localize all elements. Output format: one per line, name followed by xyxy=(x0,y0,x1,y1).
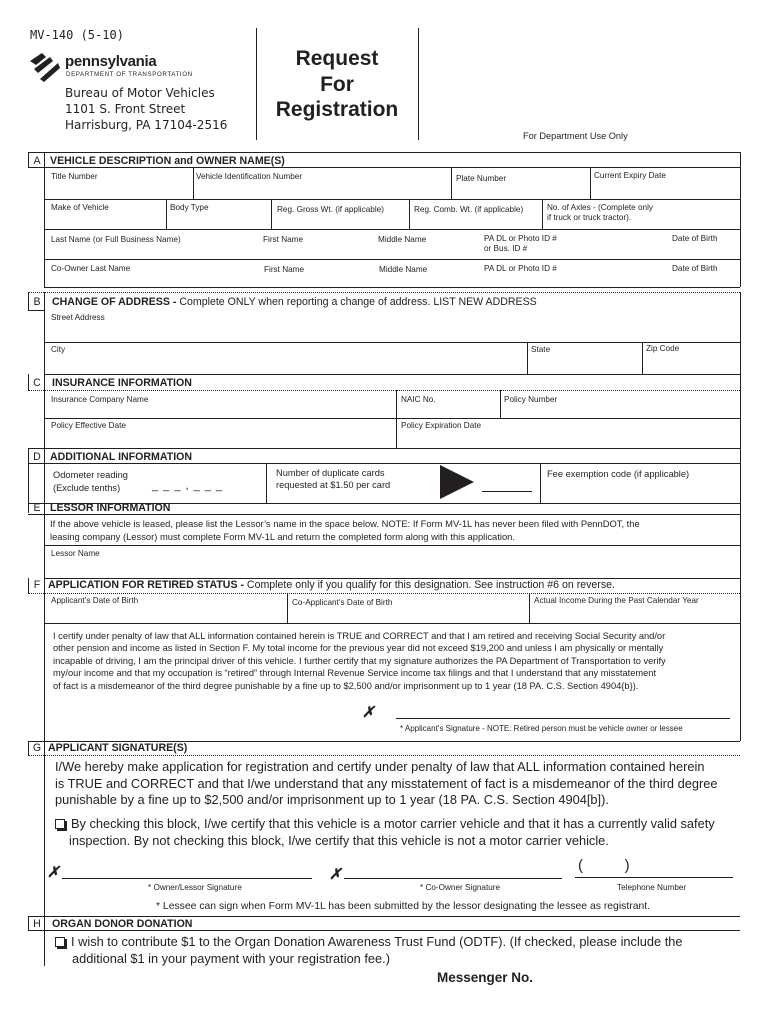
dept-use-label: For Department Use Only xyxy=(523,131,628,141)
address-line-3: Harrisburg, PA 17104-2516 xyxy=(65,118,228,132)
section-e-title: LESSOR INFORMATION xyxy=(50,502,171,514)
section-c-letter: C xyxy=(33,377,41,389)
cert-line-1: I certify under penalty of law that ALL information contained herein is TRUE and CORRECT and that I am retired and receiving Social Security and/or xyxy=(53,631,666,641)
lessor-instruction-2: leasing company (Lessor) must complete Form MV-1L and return the completed form along with this application. xyxy=(50,531,515,542)
motor-carrier-statement xyxy=(55,816,715,849)
title-line-2: For xyxy=(320,72,354,96)
insurance-company-label: Insurance Company Name xyxy=(51,395,149,404)
income-label: Actual Income During the Past Calendar Year xyxy=(534,596,699,605)
section-a-title: VEHICLE DESCRIPTION and OWNER NAME(S) xyxy=(50,155,285,167)
lessee-note: * Lessee can sign when Form MV-1L has been submitted by the lessor designating the lessee as registrant. xyxy=(156,901,651,912)
telephone-caption: Telephone Number xyxy=(617,883,687,892)
cert-line-4: my/our income and that my occupation is “retired” through Internal Revenue Service income tax filings and that I understand that any misstatement xyxy=(53,668,657,679)
dup-cards-label-1: Number of duplicate cards xyxy=(276,468,385,478)
co-owner-sig-mark: ✗ xyxy=(329,866,342,883)
retired-certification xyxy=(53,630,666,692)
policy-effective-label: Policy Effective Date xyxy=(51,421,126,430)
section-b-letter: B xyxy=(33,296,41,308)
street-address-label: Street Address xyxy=(51,313,105,322)
make-label: Make of Vehicle xyxy=(51,203,109,212)
section-c-title: INSURANCE INFORMATION xyxy=(52,377,192,389)
section-f-title xyxy=(48,579,615,591)
section-f-letter: F xyxy=(33,579,41,591)
co-dob-label: Date of Birth xyxy=(672,264,718,273)
gross-wt-label: Reg. Gross Wt. (if applicable) xyxy=(277,205,384,214)
city-label: City xyxy=(51,345,66,354)
lessor-name-label: Lessor Name xyxy=(51,549,100,558)
form-title xyxy=(258,46,416,123)
section-e-letter: E xyxy=(33,502,41,514)
section-d-title: ADDITIONAL INFORMATION xyxy=(50,451,193,463)
section-g-title: APPLICANT SIGNATURE(S) xyxy=(48,742,188,754)
co-owner-signature-caption: * Co-Owner Signature xyxy=(420,883,501,892)
co-owner-signature-line[interactable] xyxy=(344,878,562,879)
axles-label-2: if truck or truck tractor). xyxy=(547,213,632,222)
axles-label-1: No. of Axles - (Complete only xyxy=(547,203,654,212)
policy-number-label: Policy Number xyxy=(504,395,558,404)
co-pa-dl-label: PA DL or Photo ID # xyxy=(484,264,557,273)
zip-label: Zip Code xyxy=(646,344,680,353)
odometer-label-1: Odometer reading xyxy=(53,470,128,480)
naic-label: NAIC No. xyxy=(401,395,436,404)
title-line-3: Registration xyxy=(275,98,399,121)
owner-signature-line[interactable] xyxy=(62,878,312,879)
middle-name-label: Middle Name xyxy=(378,235,427,244)
keystone-logo-icon xyxy=(28,51,62,83)
section-b-title xyxy=(52,296,537,308)
cert-line-5: of fact is a misdemeanor of the third degree punishable by a fine up to $2,500 and/or imprisonment up to 1 year (18 PA. C.S. Section 4904{b}). xyxy=(53,680,639,691)
address-line-2: 1101 S. Front Street xyxy=(65,102,186,116)
logo-word: pennsylvania xyxy=(65,53,157,70)
section-d-letter: D xyxy=(33,451,41,463)
first-name-label: First Name xyxy=(263,235,304,244)
dup-cards-label-2: requested at $1.50 per card xyxy=(276,480,391,490)
logo-department: DEPARTMENT OF TRANSPORTATION xyxy=(66,71,193,78)
arrow-right-icon xyxy=(438,464,476,500)
phone-area-code: ( ) xyxy=(578,857,630,874)
section-h-title: ORGAN DONOR DONATION xyxy=(52,918,193,930)
pa-dl-label-1: PA DL or Photo ID # xyxy=(484,234,557,243)
current-expiry-label: Current Expiry Date xyxy=(594,171,666,180)
applicant-dob-label: Applicant’s Date of Birth xyxy=(51,596,139,605)
cert-line-3: incapable of driving, I am the principal driver of this vehicle. I further certify that my signature authorizes the PA Department of Transportation to verify xyxy=(53,655,666,666)
policy-expiration-label: Policy Expiration Date xyxy=(401,421,482,430)
lessor-instruction-1: If the above vehicle is leased, please list the Lessor’s name in the space below. NOTE: If Form MV-1L has never been filed with PennDOT, the xyxy=(50,518,640,529)
organ-donor-statement xyxy=(55,934,682,967)
g-text-line-1: I/We hereby make application for registration and certify under penalty of law that ALL information contained herein xyxy=(55,759,705,774)
state-label: State xyxy=(531,345,551,354)
g-text-line-3: punishable by a fine up to $2,500 and/or imprisonment up to 1 year (18 PA. C.S. Section 4904[b]). xyxy=(55,792,609,807)
section-f-title-text: APPLICATION FOR RETIRED STATUS - xyxy=(48,579,247,591)
co-middle-name-label: Middle Name xyxy=(379,265,428,274)
section-b-title-text: CHANGE OF ADDRESS - xyxy=(52,296,180,308)
odometer-label-2: (Exclude tenths) xyxy=(53,483,121,493)
owner-signature-caption: * Owner/Lessor Signature xyxy=(148,883,242,892)
cert-line-2: other pension and income as listed in Section F. My total income for the previous year did not exceed $19,200 and unless I am physically or mentally xyxy=(53,643,664,654)
owner-sig-mark: ✗ xyxy=(47,864,60,881)
odometer-blank: _ _ _ , _ _ _ xyxy=(152,480,224,492)
motor-line-2: inspection. By not checking this block, I/we certify that this vehicle is not a motor carrier vehicle. xyxy=(69,832,609,848)
section-a-letter: A xyxy=(33,155,41,167)
last-name-label: Last Name (or Full Business Name) xyxy=(51,235,181,244)
address-line-1: Bureau of Motor Vehicles xyxy=(65,86,215,100)
comb-wt-label: Reg. Comb. Wt. (if applicable) xyxy=(414,205,524,214)
co-owner-last-label: Co-Owner Last Name xyxy=(51,264,131,273)
applicant-signature-caption: * Applicant’s Signature - NOTE: Retired person must be vehicle owner or lessee xyxy=(400,724,683,733)
section-b-note: Complete ONLY when reporting a change of address. LIST NEW ADDRESS xyxy=(179,296,537,308)
plate-number-label: Plate Number xyxy=(456,174,507,183)
title-line-1: Request xyxy=(295,47,379,70)
co-applicant-dob-label: Co-Applicant’s Date of Birth xyxy=(292,598,393,607)
h-text-line-1: I wish to contribute $1 to the Organ Donation Awareness Trust Fund (ODTF). (If checked, please include the xyxy=(71,934,683,949)
motor-line-1: By checking this block, I/we certify that this vehicle is a motor carrier vehicle and that it has a currently valid safety xyxy=(71,816,715,831)
telephone-line[interactable] xyxy=(575,877,733,878)
applicant-sig-mark: ✗ xyxy=(362,704,375,721)
section-h-letter: H xyxy=(33,918,41,930)
g-text-line-2: is TRUE and CORRECT and that I/we understand that any misstatement of fact is a misdemeanor of the third degree xyxy=(55,775,718,791)
organ-donor-checkbox[interactable] xyxy=(55,937,65,947)
vin-label: Vehicle Identification Number xyxy=(196,172,303,181)
h-text-line-2: additional $1 in your payment with your registration fee.) xyxy=(72,950,390,966)
dob-label: Date of Birth xyxy=(672,234,718,243)
section-f-note: Complete only if you qualify for this designation. See instruction #6 on reverse. xyxy=(246,579,615,591)
messenger-number-label: Messenger No. xyxy=(437,970,534,985)
title-number-label: Title Number xyxy=(51,172,98,181)
penndot-logo xyxy=(28,51,62,83)
co-first-name-label: First Name xyxy=(264,265,305,274)
body-type-label: Body Type xyxy=(170,203,209,212)
applicant-certification xyxy=(55,759,717,809)
motor-carrier-checkbox[interactable] xyxy=(55,819,65,829)
section-g-letter: G xyxy=(32,742,42,754)
form-number: MV-140 (5-10) xyxy=(30,28,124,42)
fee-exemption-label: Fee exemption code (if applicable) xyxy=(547,469,690,479)
applicant-signature-line[interactable] xyxy=(396,718,730,719)
pa-dl-label-2: or Bus. ID # xyxy=(484,244,528,253)
